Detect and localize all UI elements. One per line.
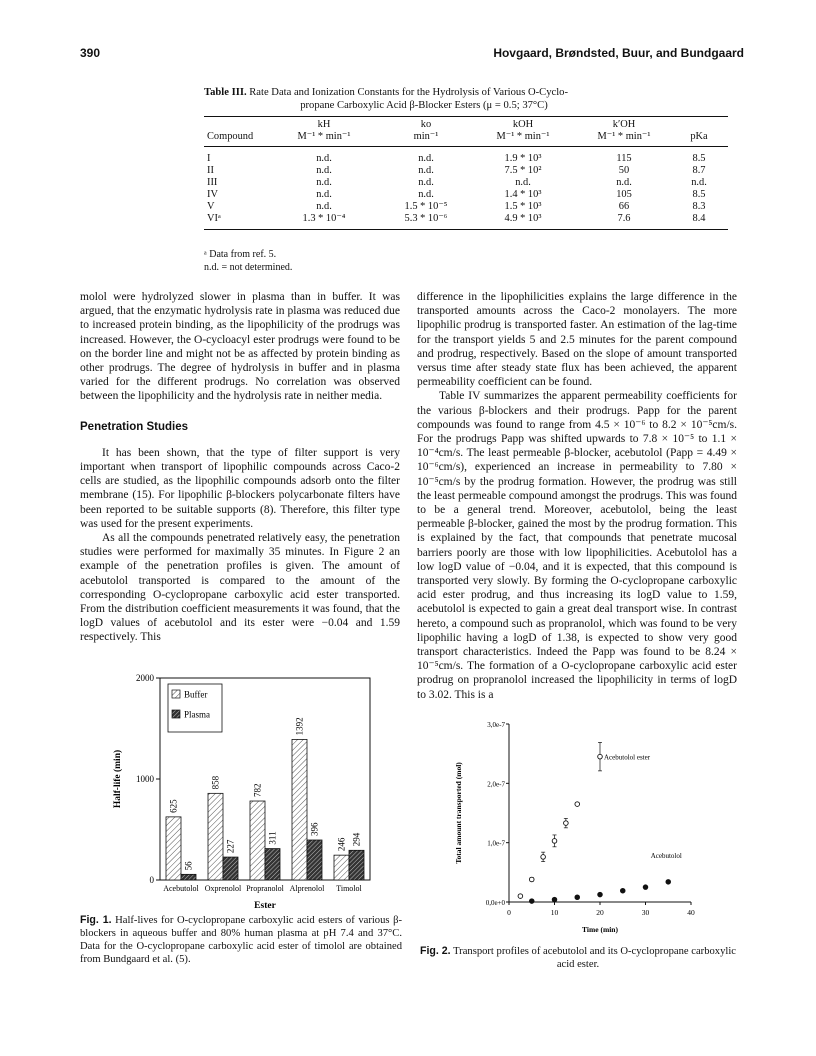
bar-buffer-timolol xyxy=(334,855,349,880)
right-column xyxy=(417,290,737,702)
y-axis-label: Total amount transported (mol) xyxy=(454,762,463,864)
paragraph: As all the compounds penetrated relatively easy, the penetration studies were performed for maximally 35 minutes. In Figure 2 an example of the penetration profiles is given. The amount of acebutolol transported is compared to the amount of the corresponding O-cyclopropane carboxylic acid ester transported. From the distribution coefficient measurements it was found, that the logD values of acebutolol and its ester were −0.04 and 1.59 respectively. This xyxy=(80,532,400,644)
legend xyxy=(168,684,222,732)
data-table xyxy=(204,116,728,230)
legend-label-plasma: Plasma xyxy=(184,709,210,720)
point-acebutolol xyxy=(666,880,671,885)
data-label: 311 xyxy=(267,831,278,845)
table-caption-line2: propane Carboxylic Acid β-Blocker Esters (μ = 0.5; 37°C) xyxy=(300,100,548,111)
category-label: Oxprenolol xyxy=(204,884,242,893)
data-label: 246 xyxy=(336,837,347,852)
header-kh: kH xyxy=(264,117,384,132)
header-kh-unit: M⁻¹ * min⁻¹ xyxy=(264,131,384,147)
x-tick-label: 10 xyxy=(550,908,559,917)
footnote-nd: n.d. = not determined. xyxy=(204,262,293,273)
table-row: III n.d. n.d. n.d. n.d. n.d. xyxy=(207,177,707,188)
series-label-acebutolol-ester: Acebutolol ester xyxy=(604,753,651,762)
series-label-acebutolol: Acebutolol xyxy=(650,851,682,860)
data-label: 1392 xyxy=(294,717,305,736)
category-label: Alprenolol xyxy=(289,884,325,893)
figure-1-caption xyxy=(80,914,402,966)
half-life-bar-chart xyxy=(80,674,400,912)
figure-2-caption xyxy=(417,945,739,971)
table-caption-line1: Rate Data and Ionization Constants for the Hydrolysis of Various O-Cyclo- xyxy=(246,87,568,98)
point-acebutolol xyxy=(620,888,625,893)
legend-swatch-plasma xyxy=(172,710,180,718)
point-acebutolol-ester xyxy=(598,754,603,759)
table-row: II n.d. n.d. 7.5 * 10² 50 8.7 xyxy=(207,165,706,176)
fig1-caption-text: Half-lives for O-cyclopropane carboxylic acid esters of various β-blockers in aqueous buffer and 80% human plasma at pH 7.4 and 37°C. Data for the O-cyclopropane carboxylic acid ester of timolol are obtained from Bundgaard et al. (5). xyxy=(80,915,402,965)
section-heading: Penetration Studies xyxy=(80,420,188,433)
left-column xyxy=(80,290,400,645)
bar-plasma-oxprenolol xyxy=(223,857,238,880)
table-row: VIᵃ 1.3 * 10⁻⁴ 5.3 * 10⁻⁶ 4.9 * 10³ 7.6 8.4 xyxy=(204,213,728,230)
header-koh-unit: M⁻¹ * min⁻¹ xyxy=(468,131,578,147)
legend-swatch-buffer xyxy=(172,690,180,698)
paragraph: Table IV summarizes the apparent permeability coefficients for the various β-blockers and their prodrugs. Papp for the parent compounds was found to range from 4.5 × 10⁻⁶ to 8.2 × 10⁻⁵cm/s. For the prodrugs Papp was shifted upwards to 7.8 × 10⁻⁵ to 1.1 × 10⁻⁴cm/s. The least permeable β-blocker, acebutolol (Papp = 4.49 × 10⁻⁶cm/s), experienced an increase in permeability to 7.80 × 10⁻⁵cm/s by the prodrug formation. However, the prodrug was still the least permeable compound amongst the prodrugs. This was found to be a general trend. Moreover, acebutolol, being the least permeable β-blocker, gained the most by the prodrug formation. This is explained by the fact, that compounds that penetrate mucosal barriers poorly are those with low lipophilicities. Acebutolol has a low logD value of −0.04, and it is expected, that this compound is transported very slowly. By forming the O-cyclopropane carboxylic acid ester prodrug, and thus increasing its logD value to 1.59, acebutolol is expected to gain a great deal transport wise. In contrast hereto, a compound such as propranolol, which was found to be very lipophilic having a logD of 1.38, is expected to show very good transport characteristics. Indeed the Papp was found to be 8.24 × 10⁻⁵cm/s. The formation of a O-cyclopropane carboxylic acid ester prodrug on propranolol increased the lipophilicity in terms of logD to 3.02. This is a xyxy=(417,390,737,701)
x-tick-label: 40 xyxy=(687,908,695,917)
data-label: 625 xyxy=(168,799,179,813)
header-compound: Compound xyxy=(204,131,264,147)
point-acebutolol-ester xyxy=(552,839,557,844)
table-footnotes xyxy=(204,248,292,274)
data-label: 858 xyxy=(210,775,221,790)
x-tick-label: 0 xyxy=(507,908,511,917)
table-row: V n.d. 1.5 * 10⁻⁵ 1.5 * 10³ 66 8.3 xyxy=(207,201,706,212)
data-label: 227 xyxy=(225,839,236,854)
y-tick-label: 0,0e+0 xyxy=(485,899,505,907)
table-row: IV n.d. n.d. 1.4 * 10³ 105 8.5 xyxy=(207,189,706,200)
point-acebutolol-ester xyxy=(541,855,546,860)
header-koh: kOH xyxy=(468,117,578,132)
y-tick-label: 1,0e-7 xyxy=(487,839,505,848)
point-acebutolol-ester xyxy=(564,821,569,826)
category-label: Timolol xyxy=(336,884,362,893)
fig1-label: Fig. 1. xyxy=(80,914,112,926)
point-acebutolol xyxy=(529,899,534,904)
x-axis-label: Time (min) xyxy=(582,925,618,934)
bar-buffer-propranolol xyxy=(250,801,265,880)
point-acebutolol xyxy=(643,885,648,890)
data-label: 782 xyxy=(252,783,263,798)
page-number: 390 xyxy=(80,46,101,60)
header-pka: pKa xyxy=(670,131,728,147)
point-acebutolol-ester xyxy=(529,877,534,882)
bar-plasma-timolol xyxy=(349,850,364,880)
transport-profile-chart xyxy=(417,716,737,940)
fig2-caption-text: Transport profiles of acebutolol and its O-cyclopropane carboxylic acid ester. xyxy=(450,946,736,970)
point-acebutolol-ester xyxy=(575,802,580,807)
fig2-label: Fig. 2. xyxy=(420,945,451,957)
y-tick-label: 2000 xyxy=(136,674,154,683)
x-tick-label: 30 xyxy=(641,908,650,917)
header-ko-unit: min⁻¹ xyxy=(384,131,468,147)
x-axis-label: Ester xyxy=(254,901,276,911)
x-tick-label: 20 xyxy=(596,908,604,917)
bar-buffer-oxprenolol xyxy=(208,793,223,880)
header-kpoh-unit: M⁻¹ * min⁻¹ xyxy=(578,131,670,147)
y-tick-label: 2,0e-7 xyxy=(487,780,505,789)
point-acebutolol-ester xyxy=(518,894,523,899)
paragraph: It has been shown, that the type of filter support is very important when transport of lipophilic compounds across Caco-2 cells are studied, as the lipophilic compounds adsorb onto the filter membrane (15). For lipophilic β-blockers polycarbonate filters have been reported to be suitable supports (8). Therefore, this filter type was used for the present experiments. xyxy=(80,446,400,530)
point-acebutolol xyxy=(575,895,580,900)
header-kpoh: k′OH xyxy=(578,117,670,132)
y-tick-label: 1000 xyxy=(136,774,154,784)
y-tick-label: 3,0e-7 xyxy=(487,721,505,729)
category-label: Propranolol xyxy=(246,884,284,893)
bar-plasma-propranolol xyxy=(265,849,280,880)
table-label: Table III. xyxy=(204,87,247,98)
table-row: I n.d. n.d. 1.9 * 10³ 115 8.5 xyxy=(207,153,706,164)
paragraph: difference in the lipophilicities explains the large difference in the transported amounts across the Caco-2 monolayers. The more lipophilic prodrug is transported faster. An estimation of the lag-time for the transport yields 5 and 2.5 minutes for the parent compound and prodrug, respectively. Based on the slope of amount transported versus time after steady state flux has been achieved, the apparent permeability coefficient can be found. xyxy=(417,291,737,389)
data-label: 396 xyxy=(309,822,320,837)
bar-buffer-acebutolol xyxy=(166,817,181,880)
bar-plasma-alprenolol xyxy=(307,840,322,880)
data-label: 56 xyxy=(183,861,194,871)
paragraph: molol were hydrolyzed slower in plasma than in buffer. It was argued, that the enzymatic hydrolysis rate in plasma was reduced due to increased protein binding, as the lipophilicity of the prodrugs was increased. However, the O-cycloacyl ester prodrugs were found to be on the border line and might not be as affected by protein binding as other prodrugs. The degree of hydrolysis in buffer and in plasma varied for the different prodrugs. No correlation was observed between the lipophilicity and the hydrolysis rate in neither media. xyxy=(80,291,400,403)
legend-label-buffer: Buffer xyxy=(184,689,208,700)
bar-plasma-acebutolol xyxy=(181,874,196,880)
running-head: Hovgaard, Brøndsted, Buur, and Bundgaard xyxy=(493,46,744,60)
point-acebutolol xyxy=(598,892,603,897)
point-acebutolol xyxy=(552,897,557,902)
data-label: 294 xyxy=(351,832,362,847)
header-ko: ko xyxy=(384,117,468,132)
category-label: Acebutolol xyxy=(163,884,199,893)
y-axis-label: Half-life (min) xyxy=(113,749,123,809)
bar-buffer-alprenolol xyxy=(292,739,307,880)
table-caption xyxy=(204,86,644,112)
y-tick-label: 0 xyxy=(149,875,154,885)
footnote-a: ᵃ Data from ref. 5. xyxy=(204,249,277,260)
